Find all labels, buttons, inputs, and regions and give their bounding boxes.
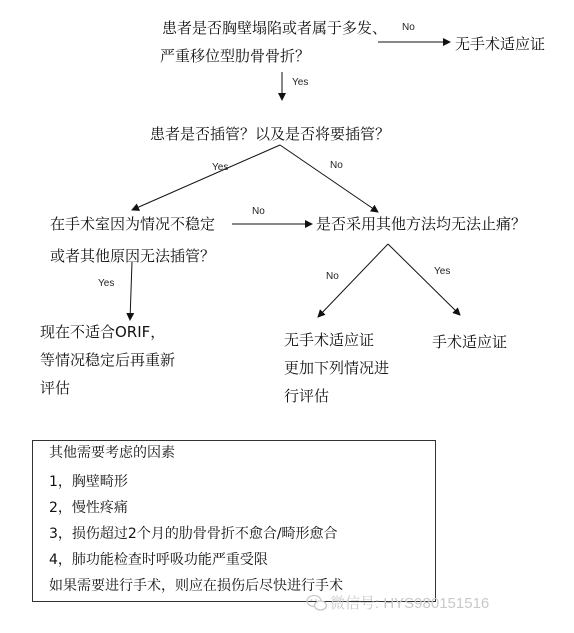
result-no-indication-2-line3: 行评估: [284, 387, 330, 405]
result-reevaluate-line3: 评估: [40, 379, 71, 397]
edge-label-q2-yes: Yes: [212, 162, 229, 173]
question-unstable-line2: 或者其他原因无法插管？: [50, 247, 216, 265]
arrow-q3-yes: [130, 262, 132, 320]
question-pain-control: 是否采用其他方法均无法止痛？: [316, 215, 527, 233]
considerations-note: 如果需要进行手术，则应在损伤后尽快进行手术: [49, 578, 343, 594]
result-no-indication-1: 无手术适应证: [455, 35, 546, 53]
arrow-q2-no: [280, 145, 378, 212]
edge-label-q4-no: No: [326, 271, 339, 282]
edge-label-q2-no: No: [330, 160, 343, 171]
question-chest-wall-line2: 严重移位型肋骨骨折？: [160, 47, 311, 65]
edge-label-q3-no: No: [252, 206, 265, 217]
question-chest-wall: [162, 14, 387, 70]
question-intubation: 患者是否插管？以及是否将要插管？: [150, 125, 391, 143]
question-unstable: [50, 210, 215, 270]
considerations-box: [32, 440, 436, 602]
result-no-indication-2: [284, 326, 389, 410]
result-no-indication-2-line2: 更加下列情况进: [284, 359, 390, 377]
question-unstable-line1: 在手术室因为情况不稳定: [50, 215, 216, 233]
consideration-item: 3，损伤超过2个月的肋骨骨折不愈合/畸形愈合: [49, 526, 338, 542]
question-chest-wall-line1: 患者是否胸壁塌陷或者属于多发、: [162, 19, 388, 37]
edge-label-q1-no: No: [402, 22, 415, 33]
watermark: 微信号: HYS980151516: [330, 595, 490, 612]
considerations-title: 其他需要考虑的因素: [49, 445, 175, 461]
arrow-q2-yes: [132, 145, 280, 210]
consideration-item: 4，肺功能检查时呼吸功能严重受限: [49, 552, 268, 568]
consideration-item: 1，胸壁畸形: [49, 474, 128, 490]
consideration-item: 2，慢性疼痛: [49, 500, 128, 516]
arrow-q4-yes: [388, 244, 460, 315]
edge-label-q3-yes: Yes: [98, 278, 115, 289]
result-surgery-indication: 手术适应证: [432, 333, 508, 351]
result-reevaluate-line2: 等情况稳定后再重新: [40, 351, 176, 369]
result-reevaluate-line1: 现在不适合ORIF，: [40, 323, 166, 341]
edge-label-q1-yes: Yes: [292, 77, 309, 88]
result-reevaluate: [40, 318, 175, 402]
wechat-icon: [306, 594, 328, 612]
result-no-indication-2-line1: 无手术适应证: [284, 331, 375, 349]
edge-label-q4-yes: Yes: [434, 266, 451, 277]
